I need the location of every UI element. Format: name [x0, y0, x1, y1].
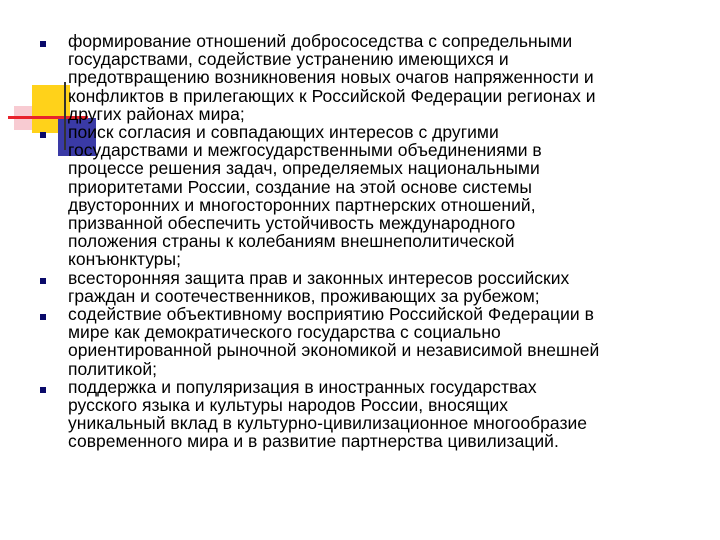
- bullet-item: [0, 123, 690, 269]
- bullet-text-line: мире как демократического государства с социально: [68, 322, 501, 343]
- bullet-text-line: политикой;: [68, 358, 158, 379]
- bullet-square-icon: [40, 314, 46, 320]
- bullet-text-line: граждан и соотечественников, проживающих за рубежом;: [68, 285, 540, 306]
- bullet-text-line: конъюнктуры;: [68, 249, 182, 270]
- bullet-list: [0, 32, 690, 451]
- bullet-text-line: поиск согласия и совпадающих интересов с другими: [68, 122, 499, 143]
- bullet-item: [0, 305, 690, 378]
- bullet-text-line: положения страны к колебаниям внешнеполитической: [68, 231, 515, 252]
- bullet-text-line: всесторонняя защита прав и законных интересов российских: [68, 267, 570, 288]
- bullet-text-line: современного мира и в развитие партнерства цивилизаций.: [68, 431, 559, 452]
- bullet-text-line: русского языка и культуры народов России, вносящих: [68, 395, 509, 416]
- bullet-item: [0, 378, 690, 451]
- bullet-text-line: конфликтов в прилегающих к Российской Федерации регионах и: [68, 85, 596, 106]
- bullet-text-line: предотвращению возникновения новых очагов напряженности и: [68, 67, 594, 88]
- bullet-text-line: приоритетами России, создание на этой основе системы: [68, 176, 532, 197]
- bullet-text-line: ориентированной рыночной экономикой и независимой внешней: [68, 340, 600, 361]
- bullet-item: [0, 269, 690, 305]
- bullet-text-line: поддержка и популяризация в иностранных государствах: [68, 376, 537, 397]
- bullet-square-icon: [40, 387, 46, 393]
- bullet-item: [0, 32, 690, 123]
- bullet-text-line: государствами и межгосударственными объединениями в: [68, 140, 542, 161]
- bullet-text-line: содействие объективному восприятию Российской Федерации в: [68, 304, 594, 325]
- bullet-text-line: процессе решения задач, определяемых национальными: [68, 158, 540, 179]
- bullet-text-line: государствами, содействие устранению имеющихся и: [68, 49, 509, 70]
- bullet-square-icon: [40, 41, 46, 47]
- bullet-text-line: уникальный вклад в культурно-цивилизационное многообразие: [68, 413, 588, 434]
- bullet-square-icon: [40, 278, 46, 284]
- bullet-text-line: призванной обеспечить устойчивость международного: [68, 213, 516, 234]
- bullet-text-line: формирование отношений добрососедства с сопредельными: [68, 31, 573, 51]
- bullet-text-line: двусторонних и многосторонних партнерских отношений,: [68, 194, 536, 215]
- bullet-square-icon: [40, 132, 46, 138]
- bullet-text-line: других районах мира;: [68, 103, 245, 124]
